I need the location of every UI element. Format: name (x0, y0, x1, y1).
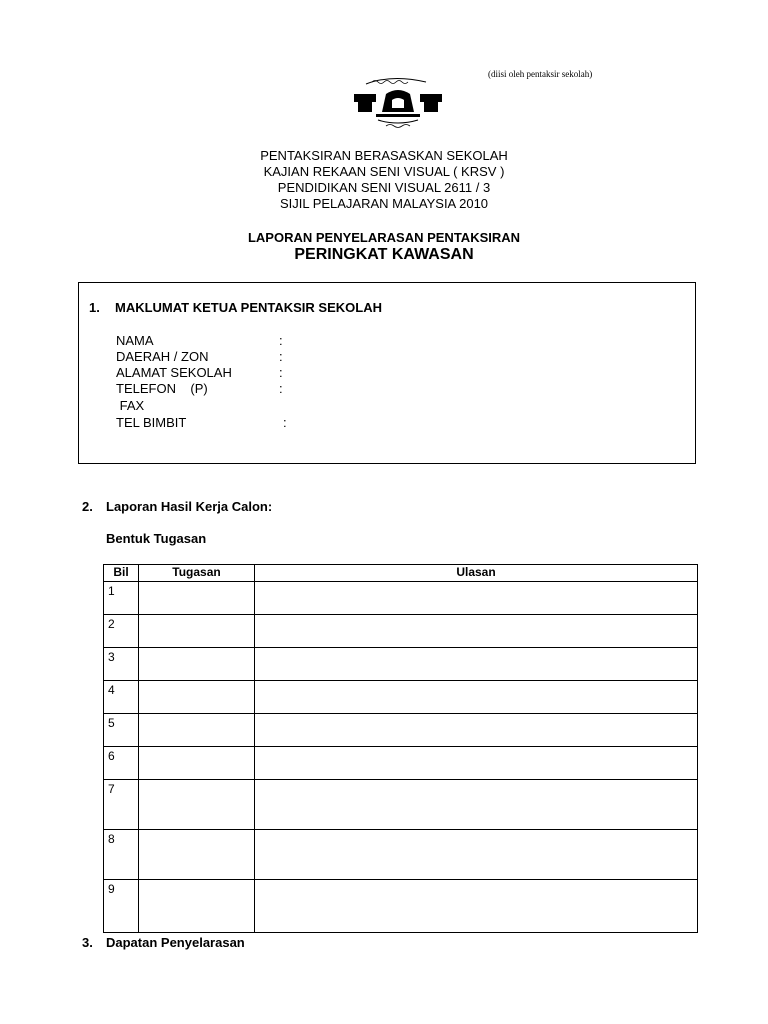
row-number: 6 (104, 747, 139, 780)
field-telefon-label: TELEFON (P) (116, 381, 208, 396)
col-header-ulasan: Ulasan (255, 565, 698, 582)
ulasan-cell[interactable] (255, 880, 698, 933)
row-number: 7 (104, 780, 139, 830)
ulasan-cell[interactable] (255, 714, 698, 747)
tugasan-cell[interactable] (139, 714, 255, 747)
table-row (104, 615, 698, 648)
section2-title: Laporan Hasil Kerja Calon: (106, 499, 273, 514)
fill-note: (diisi oleh pentaksir sekolah) (488, 69, 593, 79)
field-daerah-label: DAERAH / ZON (116, 349, 209, 364)
section3-heading (82, 935, 245, 950)
field-alamat-label: ALAMAT SEKOLAH (116, 365, 232, 380)
field-telefon-colon: : (279, 381, 283, 396)
header-line-4: SIJIL PELAJARAN MALAYSIA 2010 (279, 196, 489, 211)
row-number: 8 (104, 830, 139, 880)
section3-title: Dapatan Penyelarasan (106, 935, 245, 950)
tugasan-cell[interactable] (139, 681, 255, 714)
header-line-2: KAJIAN REKAAN SENI VISUAL ( KRSV ) (263, 164, 505, 179)
section1-heading (89, 300, 382, 315)
field-alamat-colon: : (279, 365, 283, 380)
tugasan-cell[interactable] (139, 747, 255, 780)
ulasan-cell[interactable] (255, 648, 698, 681)
section2-heading (82, 499, 272, 514)
tugasan-cell[interactable] (139, 780, 255, 830)
col-header-bil: Bil (104, 565, 139, 582)
section2-subheading: Bentuk Tugasan (106, 531, 207, 546)
table-row (104, 747, 698, 780)
table-row (104, 648, 698, 681)
table-row (104, 880, 698, 933)
table-row (104, 714, 698, 747)
tugasan-cell[interactable] (139, 648, 255, 681)
field-nama-colon: : (279, 333, 283, 348)
ulasan-cell[interactable] (255, 830, 698, 880)
assessment-table (103, 564, 698, 933)
section1-number: 1. (89, 300, 100, 315)
row-number: 3 (104, 648, 139, 681)
ulasan-cell[interactable] (255, 780, 698, 830)
school-crest-logo (352, 74, 444, 134)
table-row (104, 681, 698, 714)
row-number: 9 (104, 880, 139, 933)
section1-title: MAKLUMAT KETUA PENTAKSIR SEKOLAH (115, 300, 382, 315)
table-header-row (104, 565, 698, 582)
ulasan-cell[interactable] (255, 582, 698, 615)
row-number: 5 (104, 714, 139, 747)
col-header-tugasan: Tugasan (139, 565, 255, 582)
tugasan-cell[interactable] (139, 615, 255, 648)
section3-number: 3. (82, 935, 93, 950)
field-daerah-colon: : (279, 349, 283, 364)
row-number: 1 (104, 582, 139, 615)
tugasan-cell[interactable] (139, 880, 255, 933)
field-tel-bimbit-label: TEL BIMBIT (116, 415, 187, 430)
header-line-3: PENDIDIKAN SENI VISUAL 2611 / 3 (277, 180, 491, 195)
row-number: 2 (104, 615, 139, 648)
ulasan-cell[interactable] (255, 615, 698, 648)
field-tel-bimbit-colon: : (283, 415, 287, 430)
ulasan-cell[interactable] (255, 681, 698, 714)
section2-number: 2. (82, 499, 93, 514)
tugasan-cell[interactable] (139, 830, 255, 880)
row-number: 4 (104, 681, 139, 714)
header-line-1: PENTAKSIRAN BERASASKAN SEKOLAH (260, 148, 508, 163)
table-row (104, 780, 698, 830)
report-title: PERINGKAT KAWASAN (294, 246, 474, 263)
field-nama-label: NAMA (116, 333, 154, 348)
table-row (104, 830, 698, 880)
tugasan-cell[interactable] (139, 582, 255, 615)
ulasan-cell[interactable] (255, 747, 698, 780)
field-fax-label: FAX (116, 398, 145, 413)
report-subtitle: LAPORAN PENYELARASAN PENTAKSIRAN (247, 230, 521, 245)
table-row (104, 582, 698, 615)
